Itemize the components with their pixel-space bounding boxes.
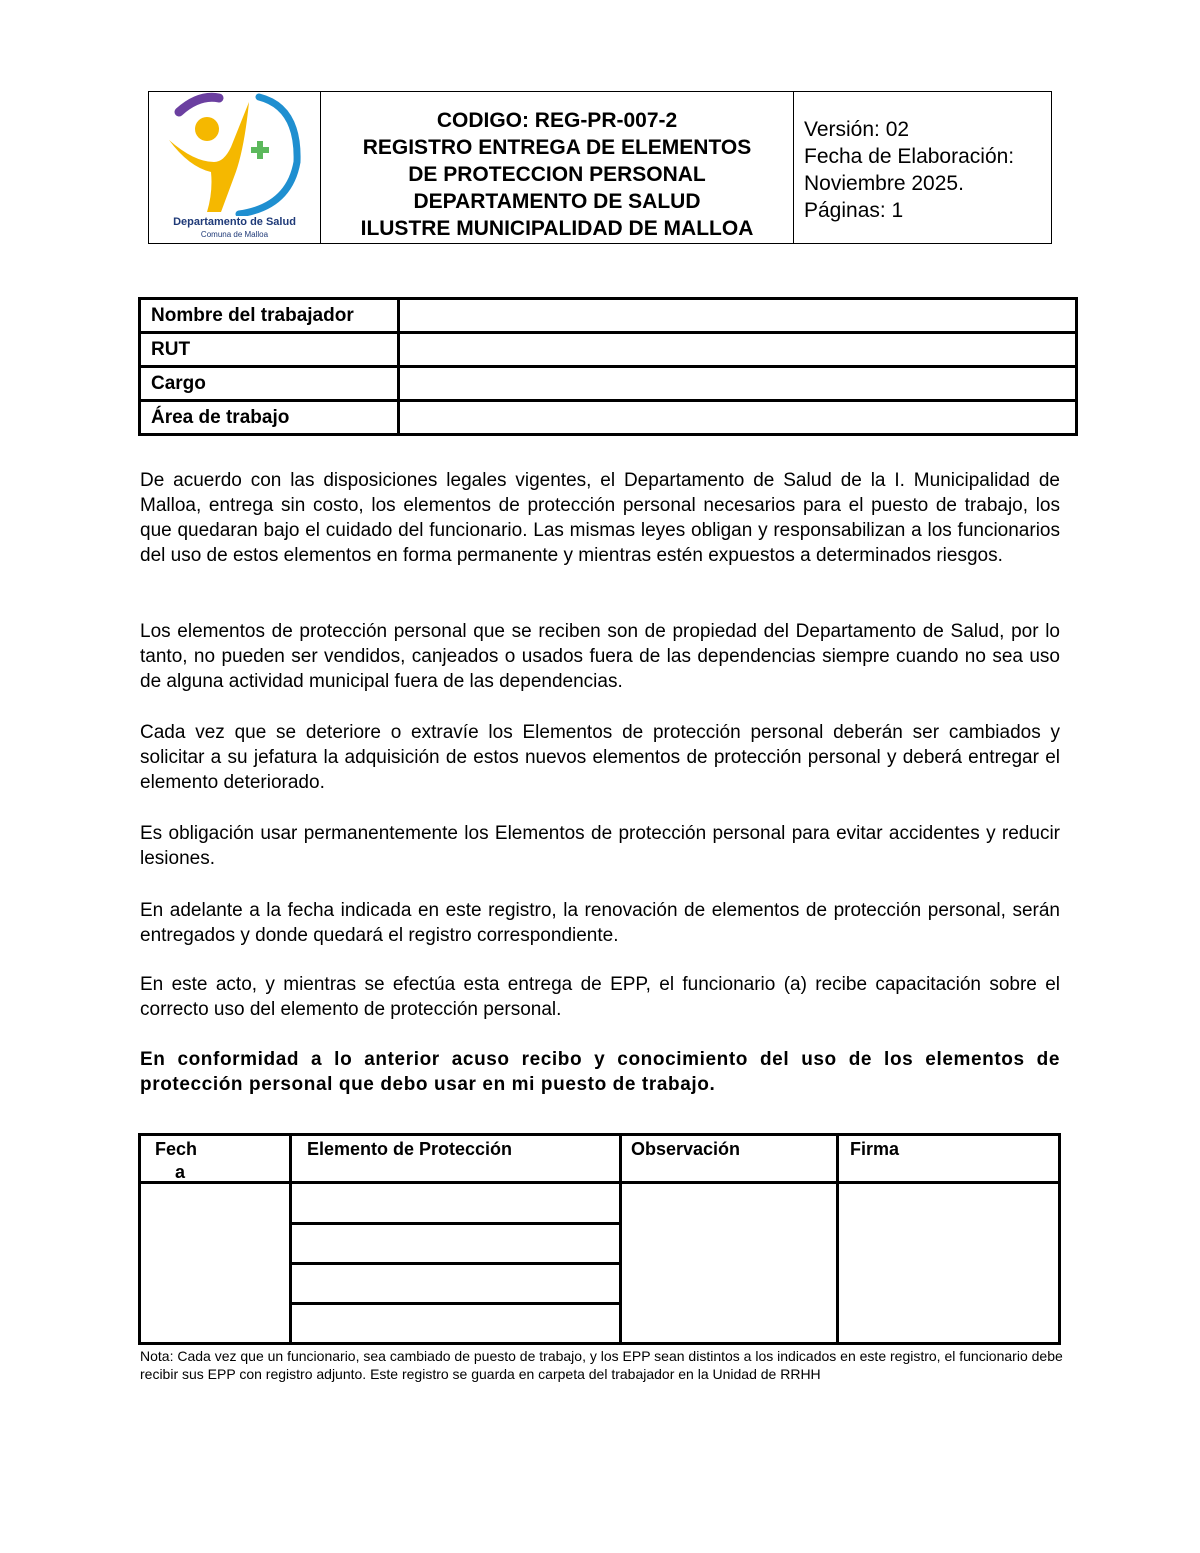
cargo-label: Cargo xyxy=(140,367,399,401)
elemento-header: Elemento de Protección xyxy=(307,1139,513,1159)
header-divider xyxy=(141,1181,1058,1184)
paragraph-legal: De acuerdo con las disposiciones legales vigentes, el Departamento de Salud de la I. Municipalidad de Malloa, entrega sin costo, los elementos de protección personal necesarios para el puesto de trabajo, los que quedaran bajo el cuidado del funcionario. Las mismas leyes obligan y responsabilizan a los funcionarios del uso de estos elementos en forma permanente y mientras estén expuestos a determinados riesgos. xyxy=(140,470,1060,566)
column-divider xyxy=(289,1136,292,1342)
column-divider xyxy=(836,1136,839,1342)
work-area-label: Área de trabajo xyxy=(140,401,399,435)
table-row xyxy=(140,367,1077,401)
epp-delivery-table xyxy=(138,1133,1061,1345)
cargo-field[interactable] xyxy=(399,367,1077,401)
acknowledgement-text: En conformidad a lo anterior acuso recibo y conocimiento del uso de los elementos de protección personal que debo usar en mi puesto de trabajo. xyxy=(140,1049,1060,1095)
row-divider xyxy=(292,1262,619,1265)
document-meta xyxy=(794,92,1051,243)
pages-text: Páginas: 1 xyxy=(804,199,904,222)
paragraph-ownership: Los elementos de protección personal que se reciben son de propiedad del Departamento de Salud, por lo tanto, no pueden ser vendidos, canjeados o usados fuera de las dependencias siempre cuando no sea uso de alguna actividad municipal fuera de las dependencias. xyxy=(140,621,1060,692)
worker-name-field[interactable] xyxy=(399,299,1077,333)
title-line: ILUSTRE MUNICIPALIDAD DE MALLOA xyxy=(360,217,754,240)
observacion-header: Observación xyxy=(631,1139,741,1159)
rut-label: RUT xyxy=(140,333,399,367)
logo-caption: Departamento de Salud xyxy=(173,216,296,228)
version-text: Versión: 02 xyxy=(804,118,910,141)
work-area-field[interactable] xyxy=(399,401,1077,435)
row-divider xyxy=(292,1302,619,1305)
column-divider xyxy=(619,1136,622,1342)
title-line: REGISTRO ENTREGA DE ELEMENTOS xyxy=(362,136,752,159)
logo-subcaption: Comuna de Malloa xyxy=(200,230,269,239)
fecha-header-line1: Fech xyxy=(155,1139,198,1159)
rut-field[interactable] xyxy=(399,333,1077,367)
title-line: DE PROTECCION PERSONAL xyxy=(408,163,706,186)
paragraph-training: En este acto, y mientras se efectúa esta entrega de EPP, el funcionario (a) recibe capacitación sobre el correcto uso del elemento de protección personal. xyxy=(140,974,1060,1020)
paragraph-obligation: Es obligación usar permanentemente los Elementos de protección personal para evitar accidentes y reducir lesiones. xyxy=(140,823,1060,869)
date-label: Fecha de Elaboración: xyxy=(804,145,1015,168)
fecha-header xyxy=(155,1138,197,1184)
document-title xyxy=(321,92,794,243)
table-row xyxy=(140,333,1077,367)
paragraph-replacement: Cada vez que se deteriore o extravíe los Elementos de protección personal deberán ser cambiados y solicitar a su jefatura la adquisición de estos nuevos elementos de protección personal y deberá entregar el elemento deteriorado. xyxy=(140,722,1060,793)
worker-info-table xyxy=(138,297,1078,436)
table-row xyxy=(140,401,1077,435)
footnote: Nota: Cada vez que un funcionario, sea cambiado de puesto de trabajo, y los EPP sean distintos a los indicados en este registro, el funcionario debe recibir sus EPP con registro adjunto. Este registro se guarda en carpeta del trabajador en la Unidad de RRHH xyxy=(140,1348,1063,1382)
firma-header: Firma xyxy=(850,1139,900,1159)
table-row xyxy=(140,299,1077,333)
title-line-code: CODIGO: REG-PR-007-2 xyxy=(436,109,678,132)
logo-cell xyxy=(149,92,321,243)
document-header xyxy=(148,91,1052,244)
row-divider xyxy=(292,1222,619,1225)
health-department-logo xyxy=(149,92,320,216)
paragraph-renewal: En adelante a la fecha indicada en este registro, la renovación de elementos de protección personal, serán entregados y donde quedará el registro correspondiente. xyxy=(140,900,1060,946)
fecha-header-line2: a xyxy=(175,1162,186,1182)
worker-name-label: Nombre del trabajador xyxy=(140,299,399,333)
title-line: DEPARTAMENTO DE SALUD xyxy=(413,190,701,213)
date-value: Noviembre 2025. xyxy=(804,172,964,195)
